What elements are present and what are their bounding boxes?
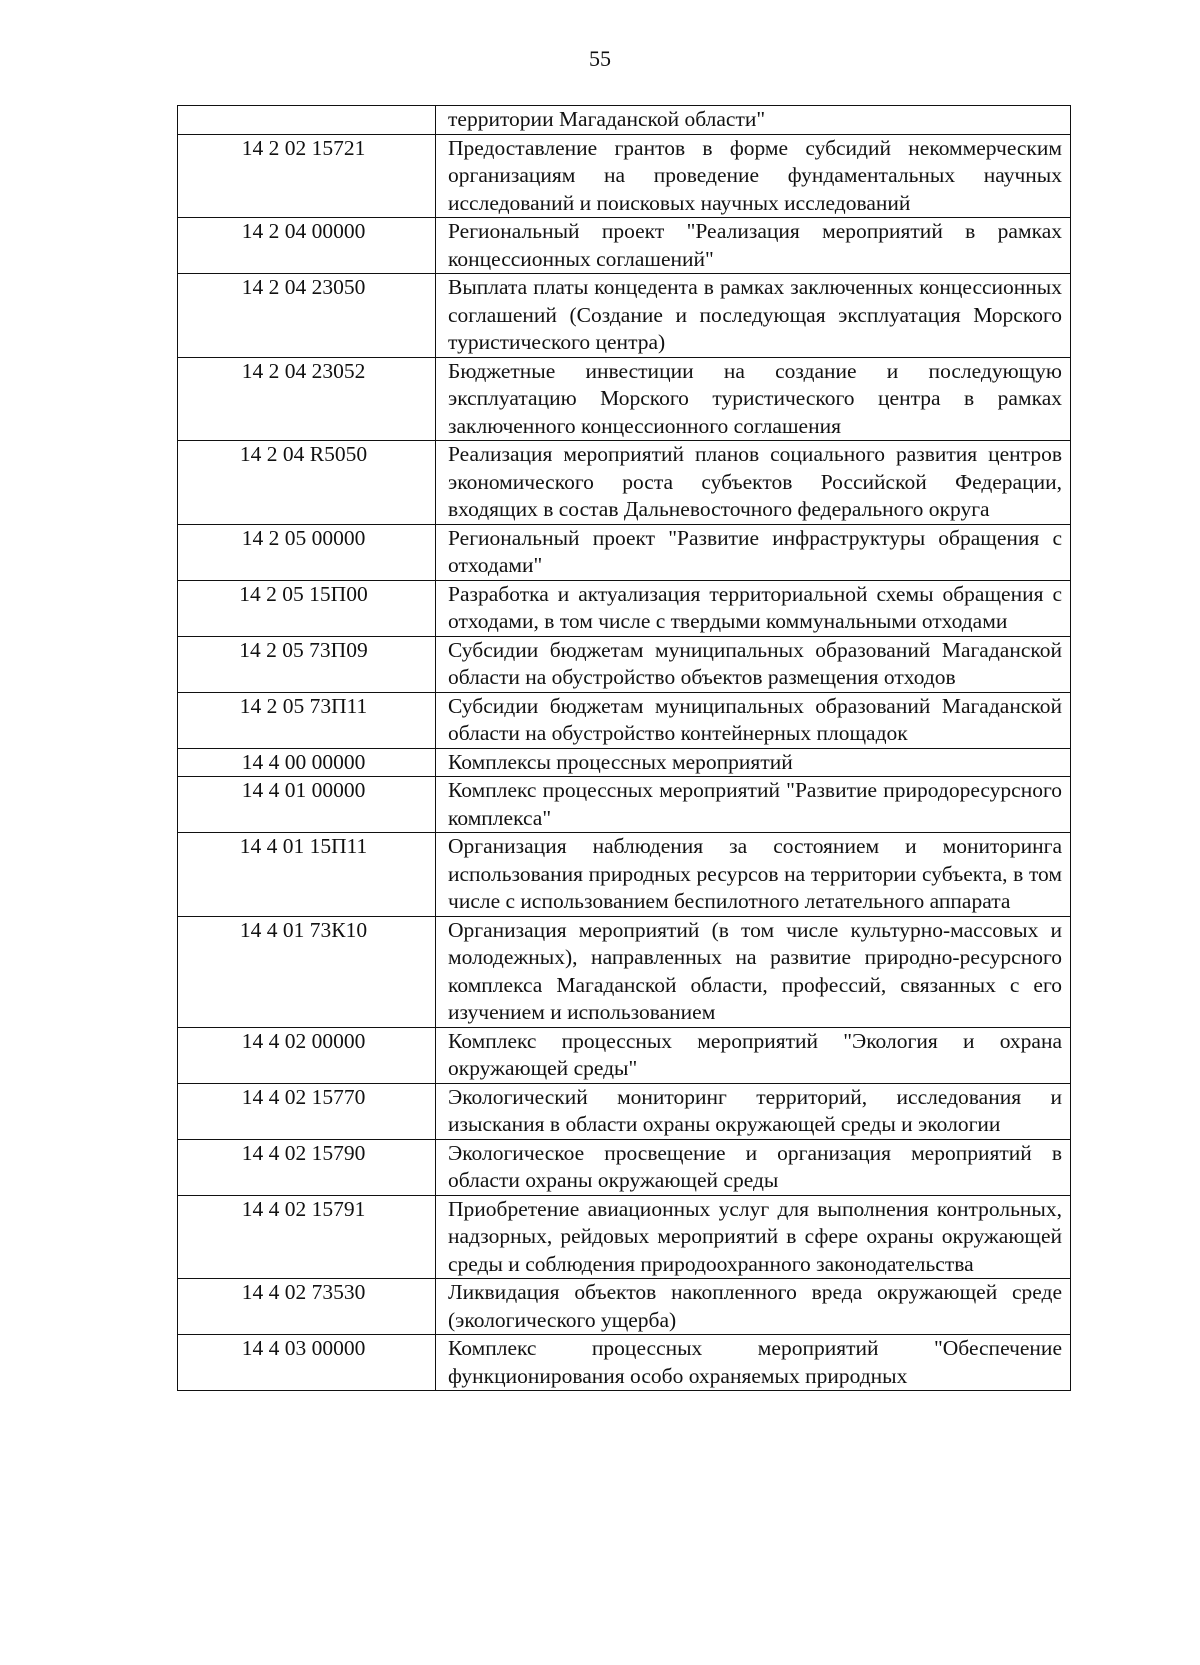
classification-code: 14 4 02 73530 xyxy=(178,1279,436,1335)
item-description: Субсидии бюджетам муниципальных образований Магаданской области на обустройство объектов размещения отходов xyxy=(436,636,1071,692)
table-row xyxy=(178,833,1071,917)
item-description: Приобретение авиационных услуг для выполнения контрольных, надзорных, рейдовых мероприятий в сфере охраны окружающей среды и соблюдения природоохранного законодательства xyxy=(436,1195,1071,1279)
item-description: Экологический мониторинг территорий, исследования и изыскания в области охраны окружающей среды и экологии xyxy=(436,1083,1071,1139)
table-row xyxy=(178,777,1071,833)
classification-code: 14 4 01 15П11 xyxy=(178,833,436,917)
classification-code: 14 4 02 15791 xyxy=(178,1195,436,1279)
item-description: Субсидии бюджетам муниципальных образований Магаданской области на обустройство контейнерных площадок xyxy=(436,692,1071,748)
item-description: Разработка и актуализация территориальной схемы обращения с отходами, в том числе с твердыми коммунальными отходами xyxy=(436,580,1071,636)
classification-code: 14 2 05 73П09 xyxy=(178,636,436,692)
classification-code: 14 2 02 15721 xyxy=(178,134,436,218)
item-description: Предоставление грантов в форме субсидий некоммерческим организациям на проведение фундаментальных научных исследований и поисковых научных исследований xyxy=(436,134,1071,218)
table-row xyxy=(178,916,1071,1027)
classification-code: 14 2 04 23050 xyxy=(178,274,436,358)
item-description: Организация наблюдения за состоянием и мониторинга использования природных ресурсов на территории субъекта, в том числе с использованием беспилотного летательного аппарата xyxy=(436,833,1071,917)
table-row xyxy=(178,357,1071,441)
table-row xyxy=(178,524,1071,580)
item-description: Комплекс процессных мероприятий "Обеспечение функционирования особо охраняемых природных xyxy=(436,1335,1071,1391)
classification-code: 14 4 00 00000 xyxy=(178,748,436,777)
classification-code: 14 4 02 00000 xyxy=(178,1027,436,1083)
classification-code: 14 2 05 15П00 xyxy=(178,580,436,636)
table-row xyxy=(178,1279,1071,1335)
table-row xyxy=(178,748,1071,777)
item-description: Выплата платы концедента в рамках заключенных концессионных соглашений (Создание и последующая эксплуатация Морского туристического центра) xyxy=(436,274,1071,358)
item-description: Комплекс процессных мероприятий "Экология и охрана окружающей среды" xyxy=(436,1027,1071,1083)
classification-code: 14 2 05 73П11 xyxy=(178,692,436,748)
item-description: Комплексы процессных мероприятий xyxy=(436,748,1071,777)
table-row xyxy=(178,274,1071,358)
table-row xyxy=(178,636,1071,692)
classification-code: 14 2 05 00000 xyxy=(178,524,436,580)
table-row xyxy=(178,106,1071,135)
table-row xyxy=(178,441,1071,525)
classification-code: 14 2 04 00000 xyxy=(178,218,436,274)
classification-code: 14 4 03 00000 xyxy=(178,1335,436,1391)
item-description: Региональный проект "Реализация мероприятий в рамках концессионных соглашений" xyxy=(436,218,1071,274)
classification-code: 14 4 01 00000 xyxy=(178,777,436,833)
item-description: территории Магаданской области" xyxy=(436,106,1071,135)
table-row xyxy=(178,218,1071,274)
classification-code xyxy=(178,106,436,135)
classification-code: 14 2 04 R5050 xyxy=(178,441,436,525)
table-row xyxy=(178,1335,1071,1391)
item-description: Комплекс процессных мероприятий "Развитие природоресурсного комплекса" xyxy=(436,777,1071,833)
classification-code: 14 4 02 15790 xyxy=(178,1139,436,1195)
classification-code: 14 4 01 73К10 xyxy=(178,916,436,1027)
table-row xyxy=(178,580,1071,636)
table-row xyxy=(178,134,1071,218)
budget-codes-table xyxy=(177,105,1071,1391)
table-row xyxy=(178,1195,1071,1279)
table-body xyxy=(178,106,1071,1391)
classification-code: 14 2 04 23052 xyxy=(178,357,436,441)
item-description: Ликвидация объектов накопленного вреда окружающей среде (экологического ущерба) xyxy=(436,1279,1071,1335)
table-row xyxy=(178,692,1071,748)
item-description: Организация мероприятий (в том числе культурно-массовых и молодежных), направленных на развитие природно-ресурсного комплекса Магаданской области, профессий, связанных с его изучением и использованием xyxy=(436,916,1071,1027)
classification-code: 14 4 02 15770 xyxy=(178,1083,436,1139)
table-row xyxy=(178,1139,1071,1195)
item-description: Региональный проект "Развитие инфраструктуры обращения с отходами" xyxy=(436,524,1071,580)
item-description: Реализация мероприятий планов социального развития центров экономического роста субъектов Российской Федерации, входящих в состав Дальневосточного федерального округа xyxy=(436,441,1071,525)
item-description: Экологическое просвещение и организация мероприятий в области охраны окружающей среды xyxy=(436,1139,1071,1195)
table-row xyxy=(178,1027,1071,1083)
item-description: Бюджетные инвестиции на создание и последующую эксплуатацию Морского туристического центра в рамках заключенного концессионного соглашения xyxy=(436,357,1071,441)
table-row xyxy=(178,1083,1071,1139)
page-number: 55 xyxy=(589,46,611,71)
